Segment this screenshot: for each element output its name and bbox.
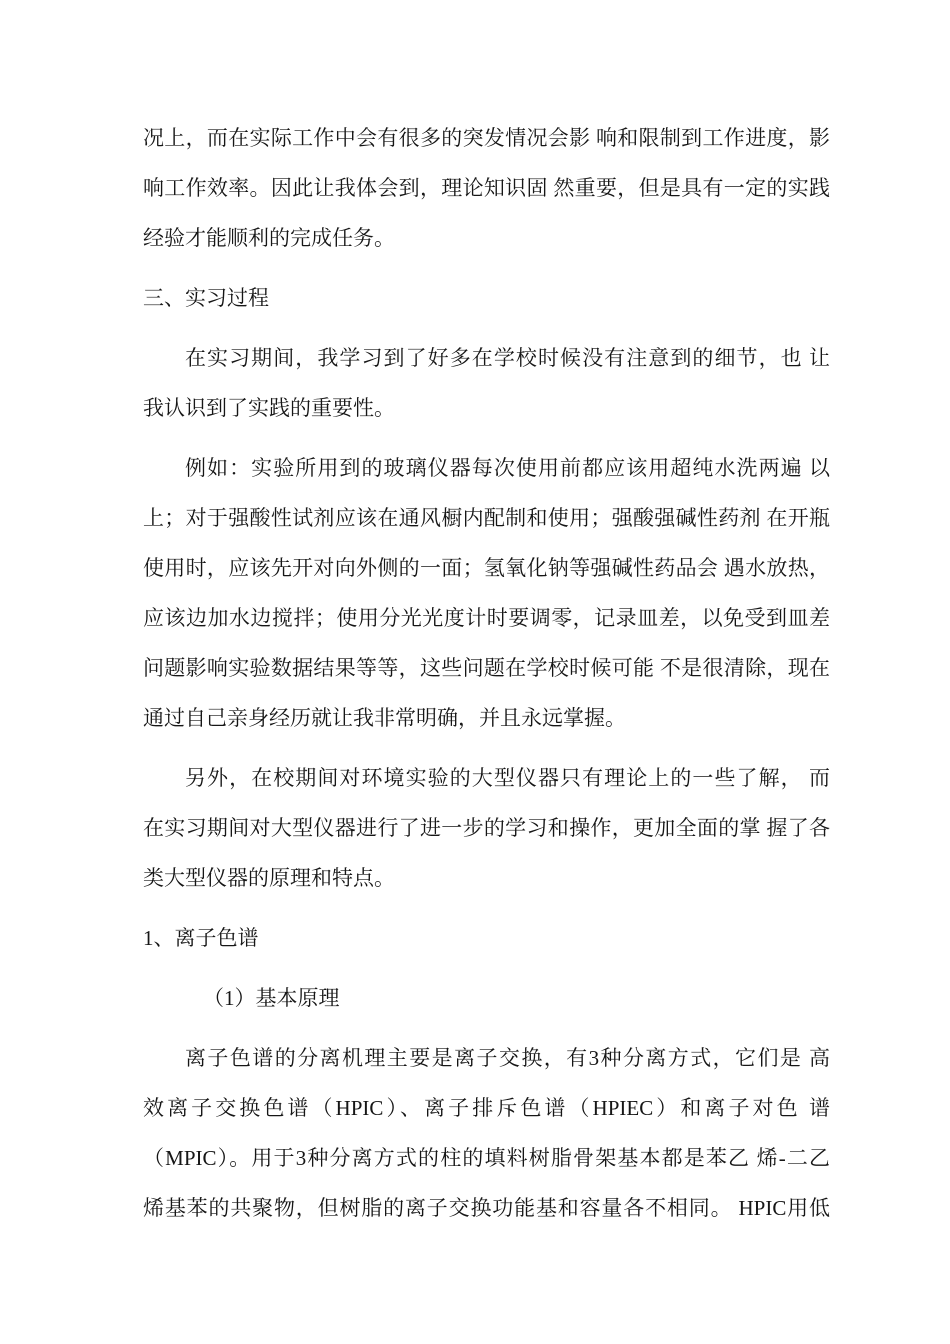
heading-item-1-ion-chromatography bbox=[143, 913, 830, 963]
heading-section-three-internship-process bbox=[143, 273, 830, 323]
paragraph-large-instruments bbox=[143, 753, 830, 903]
text-line: 另外，在校期间对环境实验的大型仪器只有理论上的一些了解， 而 bbox=[185, 766, 830, 790]
text-line: 效离子交换色谱（HPIC）、离子排斥色谱（HPIEC）和离子对色 谱 bbox=[143, 1096, 830, 1120]
text-line: 在实习期间，我学习到了好多在学校时候没有注意到的细节，也 让 bbox=[185, 346, 830, 370]
document-content bbox=[143, 113, 830, 1233]
text-line: 通过自己亲身经历就让我非常明确，并且永远掌握。 bbox=[143, 706, 626, 730]
text-line: （1）基本原理 bbox=[203, 986, 340, 1010]
text-line: 离子色谱的分离机理主要是离子交换，有3种分离方式，它们是 高 bbox=[185, 1046, 830, 1070]
text-line: 1、离子色谱 bbox=[143, 926, 259, 950]
text-line: 在实习期间对大型仪器进行了进一步的学习和操作，更加全面的掌 握了各 bbox=[143, 816, 830, 840]
paragraph-learned-details bbox=[143, 333, 830, 433]
text-line: 我认识到了实践的重要性。 bbox=[143, 396, 395, 420]
text-line: 经验才能顺利的完成任务。 bbox=[143, 226, 395, 250]
text-line: 况上，而在实际工作中会有很多的突发情况会影 响和限制到工作进度，影 bbox=[143, 126, 830, 150]
text-line: 应该边加水边搅拌；使用分光光度计时要调零，记录皿差，以免受到皿差 bbox=[143, 606, 830, 630]
text-line: 三、实习过程 bbox=[143, 286, 269, 310]
heading-sub-1-basic-principle bbox=[143, 973, 830, 1023]
text-line: 问题影响实验数据结果等等，这些问题在学校时候可能 不是很清除，现在 bbox=[143, 656, 830, 680]
text-line: 响工作效率。因此让我体会到，理论知识固 然重要，但是具有一定的实践 bbox=[143, 176, 830, 200]
text-line: 上；对于强酸性试剂应该在通风橱内配制和使用；强酸强碱性药剂 在开瓶 bbox=[143, 506, 830, 530]
text-line: 类大型仪器的原理和特点。 bbox=[143, 866, 395, 890]
paragraph-ion-exchange-mechanism bbox=[143, 1033, 830, 1233]
paragraph-lab-examples bbox=[143, 443, 830, 743]
paragraph-continuation-practice bbox=[143, 113, 830, 263]
text-line: 烯基苯的共聚物，但树脂的离子交换功能基和容量各不相同。 HPIC用低 bbox=[143, 1196, 830, 1220]
text-line: 使用时，应该先开对向外侧的一面；氢氧化钠等强碱性药品会 遇水放热， bbox=[143, 556, 830, 580]
text-line: 例如：实验所用到的玻璃仪器每次使用前都应该用超纯水洗两遍 以 bbox=[185, 456, 830, 480]
text-line: （MPIC）。用于3种分离方式的柱的填料树脂骨架基本都是苯乙 烯-二乙 bbox=[143, 1146, 830, 1170]
